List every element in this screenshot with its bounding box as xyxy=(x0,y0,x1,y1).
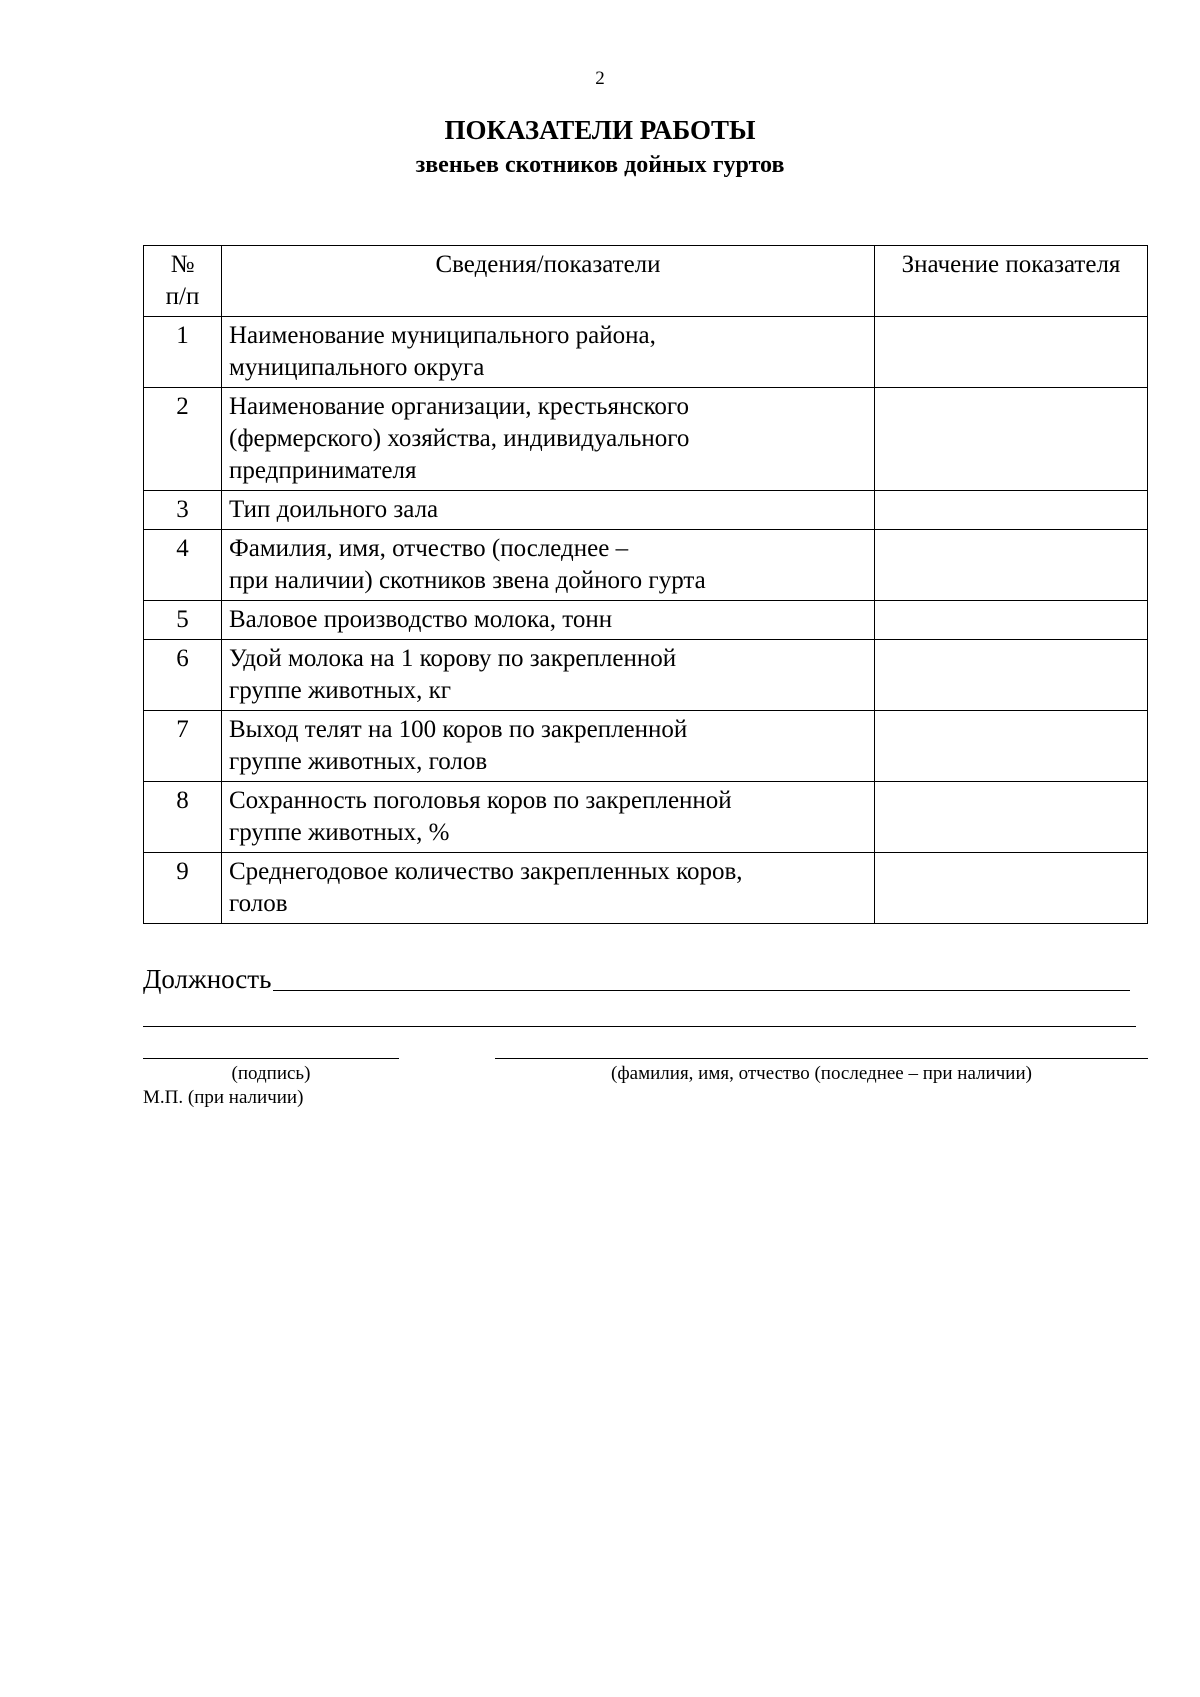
row-number: 9 xyxy=(144,853,222,924)
position-field xyxy=(143,962,1130,996)
row-number: 3 xyxy=(144,491,222,530)
row-info: Наименование муниципального района, муниципального округа xyxy=(222,317,875,388)
row-value-cell[interactable] xyxy=(875,853,1148,924)
table-header-row xyxy=(144,246,1148,317)
indicators-table xyxy=(143,245,1148,924)
row-value-cell[interactable] xyxy=(875,640,1148,711)
table-row xyxy=(144,640,1148,711)
page-number: 2 xyxy=(595,68,605,89)
row-number: 7 xyxy=(144,711,222,782)
row-value-cell[interactable] xyxy=(875,317,1148,388)
table-row xyxy=(144,853,1148,924)
row-info: Удой молока на 1 корову по закрепленной группе животных, кг xyxy=(222,640,875,711)
document-subtitle: звеньев скотников дойных гуртов xyxy=(415,152,785,178)
row-number: 1 xyxy=(144,317,222,388)
table-row xyxy=(144,782,1148,853)
row-info: Валовое производство молока, тонн xyxy=(222,601,875,640)
row-number: 8 xyxy=(144,782,222,853)
row-info: Наименование организации, крестьянского (фермерского) хозяйства, индивидуального предпринимателя xyxy=(222,388,875,491)
row-info: Фамилия, имя, отчество (последнее – при наличии) скотников звена дойного гурта xyxy=(222,530,875,601)
row-value-cell[interactable] xyxy=(875,530,1148,601)
row-info: Среднегодовое количество закрепленных коров, голов xyxy=(222,853,875,924)
row-number: 5 xyxy=(144,601,222,640)
header-number: № п/п xyxy=(144,246,222,317)
header-info: Сведения/показатели xyxy=(222,246,875,317)
full-name-caption: (фамилия, имя, отчество (последнее – при наличии) xyxy=(611,1063,1032,1084)
table-row xyxy=(144,491,1148,530)
row-value-cell[interactable] xyxy=(875,388,1148,491)
row-value-cell[interactable] xyxy=(875,782,1148,853)
row-number: 4 xyxy=(144,530,222,601)
table-row xyxy=(144,530,1148,601)
row-info: Выход телят на 100 коров по закрепленной группе животных, голов xyxy=(222,711,875,782)
position-label: Должность xyxy=(143,964,272,994)
row-number: 2 xyxy=(144,388,222,491)
table-row xyxy=(144,601,1148,640)
signature-line[interactable] xyxy=(143,1058,399,1059)
row-info: Тип доильного зала xyxy=(222,491,875,530)
position-continuation-line[interactable] xyxy=(143,1026,1136,1027)
header-value: Значение показателя xyxy=(875,246,1148,317)
table-row xyxy=(144,388,1148,491)
row-value-cell[interactable] xyxy=(875,711,1148,782)
row-value-cell[interactable] xyxy=(875,601,1148,640)
full-name-line[interactable] xyxy=(495,1058,1148,1059)
stamp-caption: М.П. (при наличии) xyxy=(143,1087,304,1108)
row-value-cell[interactable] xyxy=(875,491,1148,530)
table-row xyxy=(144,317,1148,388)
document-title: ПОКАЗАТЕЛИ РАБОТЫ xyxy=(444,115,756,145)
signature-caption: (подпись) xyxy=(231,1063,311,1084)
table-row xyxy=(144,711,1148,782)
row-number: 6 xyxy=(144,640,222,711)
position-input-line[interactable] xyxy=(273,990,1130,991)
row-info: Сохранность поголовья коров по закрепленной группе животных, % xyxy=(222,782,875,853)
